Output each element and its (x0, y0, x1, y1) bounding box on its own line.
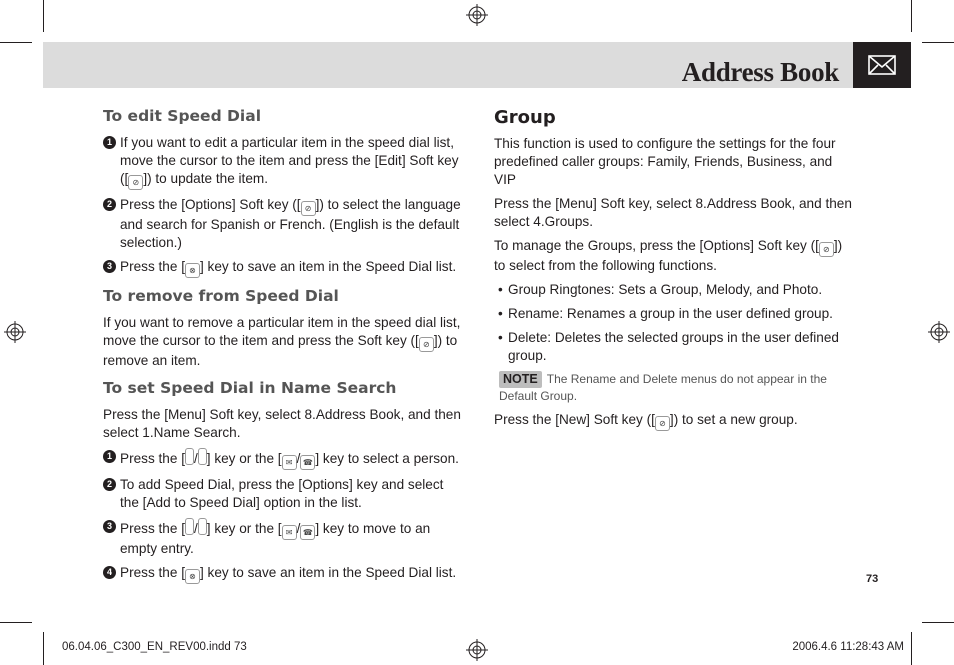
ok-key-icon: ⊗ (185, 569, 200, 584)
registration-mark-icon (466, 639, 488, 661)
page-number: 73 (866, 573, 879, 585)
crop-mark (911, 0, 912, 32)
crop-mark (43, 0, 44, 32)
page-title: Address Book (681, 57, 839, 87)
list-item: 2 Press the [Options] Soft key ([ ⊘ ]) to select the language and search for Spanish or French. (English is the default selection.) (103, 196, 461, 252)
registration-mark-icon (466, 4, 488, 26)
registration-mark-icon (4, 321, 26, 343)
step-number: 2 (103, 478, 116, 491)
list-item: • Delete: Deletes the selected groups in the user defined group. (494, 329, 852, 365)
down-key-icon (198, 448, 207, 465)
ok-key-icon: ⊗ (185, 263, 200, 278)
list-item: • Group Ringtones: Sets a Group, Melody, and Photo. (494, 281, 852, 299)
step-number: 2 (103, 198, 116, 211)
step-number: 3 (103, 520, 116, 533)
list-item: 3 Press the [ ⊗ ] key to save an item in the Speed Dial list. (103, 258, 461, 278)
list-item: 4 Press the [ ⊗ ] key to save an item in the Speed Dial list. (103, 564, 461, 584)
left-column (103, 106, 461, 590)
list-item: 1 Press the [ / ] key or the [ ✉ / ☎ ] key to select a person. (103, 448, 461, 470)
section-heading-edit-speed-dial: To edit Speed Dial (103, 107, 262, 125)
note-badge: NOTE (499, 371, 542, 388)
note-box (499, 371, 852, 405)
crop-mark (0, 42, 32, 43)
crop-mark (0, 622, 32, 623)
registration-mark-icon (928, 321, 950, 343)
note-text: The Rename and Delete menus do not appear in the Default Group. (499, 372, 827, 403)
list-item: 3 Press the [ / ] key or the [ ✉ / ☎ ] key to move to an empty entry. (103, 518, 461, 558)
header-icon-box (853, 42, 911, 88)
up-key-icon (185, 518, 194, 535)
list-item: • Rename: Renames a group in the user defined group. (494, 305, 852, 323)
soft-key-icon: ⊘ (419, 337, 434, 352)
footer-file-info: 06.04.06_C300_EN_REV00.indd 73 (62, 641, 247, 653)
paragraph: Press the [New] Soft key ([ ⊘ ]) to set a new group. (494, 411, 852, 431)
soft-key-icon: ⊘ (655, 416, 670, 431)
down-key-icon (198, 518, 207, 535)
section-heading-name-search: To set Speed Dial in Name Search (103, 379, 397, 397)
message-key-icon: ✉ (282, 455, 297, 470)
soft-key-icon: ⊘ (128, 175, 143, 190)
paragraph: Press the [Menu] Soft key, select 8.Address Book, and then select 4.Groups. (494, 196, 852, 229)
right-column (494, 107, 852, 437)
step-number: 1 (103, 136, 116, 149)
step-number: 4 (103, 566, 116, 579)
soft-key-icon: ⊘ (301, 201, 316, 216)
phone-key-icon: ☎ (300, 525, 315, 540)
message-key-icon: ✉ (282, 525, 297, 540)
crop-mark (911, 632, 912, 665)
paragraph: If you want to remove a particular item in the speed dial list, move the cursor to the item and press the Soft key ([ ⊘ ]) to remove an item. (103, 315, 461, 368)
step-number: 3 (103, 260, 116, 273)
paragraph: This function is used to configure the settings for the four predefined caller groups: Family, Friends, Business, and VIP (494, 136, 836, 187)
up-key-icon (185, 448, 194, 465)
footer-date: 2006.4.6 11:28:43 AM (792, 641, 904, 653)
section-heading-group: Group (494, 107, 556, 128)
step-number: 1 (103, 450, 116, 463)
section-heading-remove-speed-dial: To remove from Speed Dial (103, 287, 339, 305)
phone-key-icon: ☎ (300, 455, 315, 470)
crop-mark (922, 622, 954, 623)
crop-mark (43, 632, 44, 665)
soft-key-icon: ⊘ (819, 242, 834, 257)
crop-mark (922, 42, 954, 43)
envelope-icon (853, 42, 911, 88)
list-item: 2 To add Speed Dial, press the [Options] key and select the [Add to Speed Dial] option in the list. (103, 476, 461, 512)
list-item: 1 If you want to edit a particular item in the speed dial list, move the cursor to the item and press the [Edit] Soft key ([ ⊘ ]) to update the item. (103, 134, 461, 190)
paragraph: To manage the Groups, press the [Options] Soft key ([ ⊘ ]) to select from the following functions. (494, 238, 843, 273)
paragraph: Press the [Menu] Soft key, select 8.Address Book, and then select 1.Name Search. (103, 407, 461, 440)
